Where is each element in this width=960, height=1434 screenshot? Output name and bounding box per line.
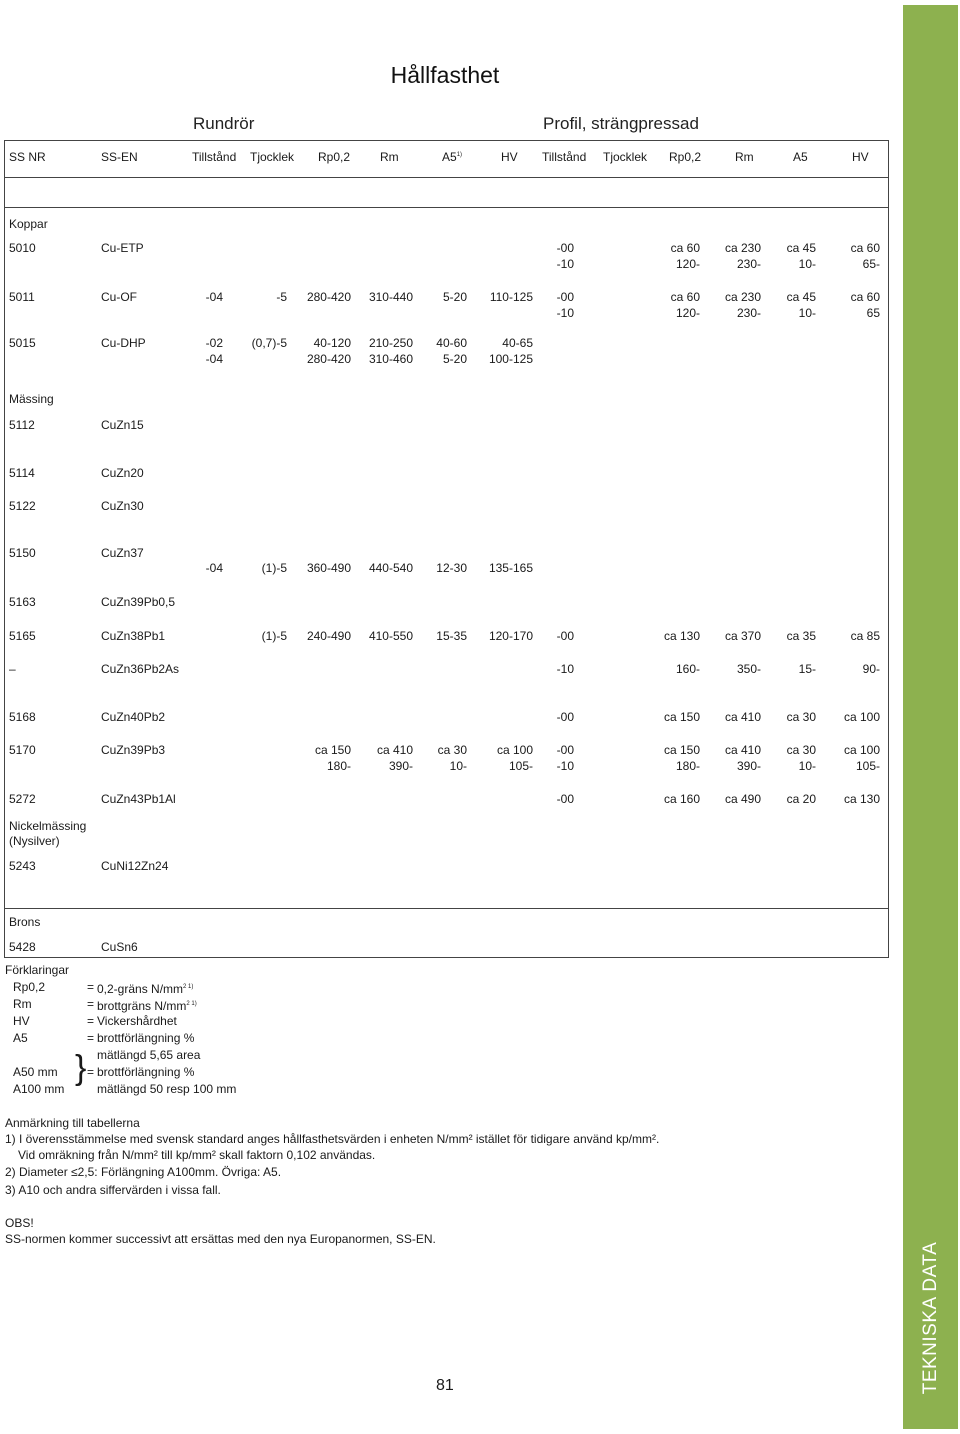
table-cell-c8: -00 [556, 629, 574, 643]
header-hv-2: HV [852, 150, 869, 164]
table-cell-ss: 5011 [9, 290, 35, 304]
table-cell-c6: 410-550 [368, 629, 413, 643]
table-cell-c11: 160- [675, 662, 700, 676]
table-cell-c8: -00 -10 [556, 743, 574, 773]
table-cell-c8: -00 [556, 792, 574, 806]
table-cell-c4: (1)-5 [261, 629, 287, 643]
table-cell-c11: ca 150 180- [663, 743, 700, 773]
section-massing: Mässing [9, 392, 54, 406]
legend-definition: brottförlängning % [97, 1065, 195, 1079]
header-a5: A5$^{1)}$ [442, 150, 463, 164]
table-cell-c5: ca 150 180- [314, 743, 351, 773]
table-cell-en: CuZn37 [101, 546, 144, 560]
table-cell-c13: ca 20 [786, 792, 816, 806]
remark-1-cont: Vid omräkning från N/mm² till kp/mm² skall faktorn 0,102 användas. [18, 1148, 376, 1162]
legend-term: Rm [13, 997, 32, 1011]
table-cell-ss: 5165 [9, 629, 36, 643]
table-cell-ss: 5114 [9, 466, 35, 480]
table-cell-c4: -5 [276, 290, 287, 304]
table-cell-en: CuZn30 [101, 499, 144, 513]
legend-term: A50 mm [13, 1065, 58, 1079]
legend-superscript: 2 1) [183, 984, 194, 990]
legend-term: Rp0,2 [13, 980, 46, 994]
table-cell-c11: ca 60 120- [670, 241, 700, 271]
header-a5-footnote: 1) [456, 152, 463, 158]
table-cell-c7b: ca 100 105- [496, 743, 533, 773]
table-cell-c12: 350- [736, 662, 761, 676]
table-cell-c13: ca 35 [786, 629, 816, 643]
table-cell-c7: ca 30 10- [437, 743, 467, 773]
table-cell-c3: -02 -04 [205, 336, 223, 366]
table-cell-c4: (1)-5 [261, 561, 287, 575]
table-cell-c12: ca 370 [724, 629, 761, 643]
header-a5-2: A5 [793, 150, 808, 164]
header-tillstand-2: Tillstånd [542, 150, 587, 164]
table-cell-ss: – [9, 662, 16, 676]
header-ss-nr: SS NR [9, 150, 46, 164]
page-number: 81 [436, 1377, 454, 1394]
table-cell-c13: ca 30 [786, 710, 816, 724]
table-cell-c8: -00 [556, 710, 574, 724]
header-tjocklek-2: Tjocklek [603, 150, 648, 164]
legend-definition: mätlängd 50 resp 100 mm [97, 1082, 237, 1096]
table-cell-c8: -10 [556, 662, 574, 676]
table-cell-c14: ca 100 105- [843, 743, 880, 773]
legend-heading: Förklaringar [5, 963, 70, 977]
legend-equals: = [87, 1065, 95, 1079]
table-cell-c5: 40-120 280-420 [306, 336, 351, 366]
remark-2: 2) Diameter ≤2,5: Förlängning A100mm. Övriga: A5. [5, 1165, 282, 1179]
table-cell-c7b: 40-65 100-125 [488, 336, 533, 366]
table-cell-c13: ca 45 10- [786, 290, 816, 320]
table-cell-ss: 5112 [9, 418, 35, 432]
table-cell-c13: ca 30 10- [786, 743, 816, 773]
table-cell-c14: ca 100 [843, 710, 880, 724]
table-cell-en: CuZn38Pb1 [101, 629, 166, 643]
table-cell-c11: ca 160 [663, 792, 700, 806]
table-cell-c7: 5-20 [442, 290, 467, 304]
header-divider [4, 177, 889, 178]
table-cell-c6: 440-540 [368, 561, 413, 575]
header-ss-en: SS-EN [101, 150, 138, 164]
header-rm: Rm [380, 150, 399, 164]
remarks-heading: Anmärkning till tabellerna [5, 1116, 140, 1130]
table-cell-c14: ca 60 65 [850, 290, 880, 320]
table-cell-ss: 5015 [9, 336, 36, 350]
table-cell-ss: 5150 [9, 546, 36, 560]
header-rp02-2: Rp0,2 [669, 150, 702, 164]
section-nysilver: (Nysilver) [9, 834, 60, 848]
table-cell-ss: 5272 [9, 792, 36, 806]
section-brons: Brons [9, 915, 41, 929]
legend-equals: = [87, 980, 95, 994]
side-tab-label: TEKNISKA DATA [920, 1241, 941, 1395]
table-cell-en: CuZn36Pb2As [101, 662, 180, 676]
table-cell-ss: 5010 [9, 241, 36, 255]
table-cell-c7: 15-35 [436, 629, 467, 643]
table-cell-c8: -00 -10 [556, 241, 574, 271]
legend-superscript: 2 1) [186, 1001, 197, 1007]
obs-text: SS-normen kommer successivt att ersättas med den nya Europanormen, SS-EN. [5, 1232, 436, 1246]
table-cell-c4: (0,7)-5 [251, 336, 287, 350]
table-cell-c3: -04 [205, 290, 223, 304]
header-hv: HV [501, 150, 518, 164]
header-rm-2: Rm [735, 150, 754, 164]
legend-term: A5 [13, 1031, 28, 1045]
table-cell-c14: ca 60 65- [850, 241, 880, 271]
legend-definition: 0,2-gräns $N/mm^{2 1)}$ [97, 982, 194, 996]
header-tillstand: Tillstånd [192, 150, 237, 164]
obs-label: OBS! [5, 1216, 34, 1230]
table-cell-en: CuZn15 [101, 418, 144, 432]
table-cell-c6: 210-250 310-460 [368, 336, 413, 366]
legend-brace: } [75, 1049, 87, 1087]
table-cell-en: Cu-DHP [101, 336, 146, 350]
brons-divider [4, 908, 889, 909]
legend-term: A100 mm [13, 1082, 65, 1096]
legend-term: HV [13, 1014, 30, 1028]
table-cell-en: CuZn20 [101, 466, 144, 480]
table-cell-c14: ca 130 [843, 792, 880, 806]
table-cell-c6: ca 410 390- [376, 743, 413, 773]
table-cell-c11: ca 60 120- [670, 290, 700, 320]
table-cell-en: CuZn40Pb2 [101, 710, 166, 724]
legend-equals: = [87, 1031, 95, 1045]
subtitle-rundror: Rundrör [193, 114, 255, 133]
legend-definition: Vickershårdhet [97, 1014, 177, 1028]
table-cell-ss: 5170 [9, 743, 36, 757]
table-cell-c5: 240-490 [306, 629, 351, 643]
table-cell-c12: ca 230 230- [724, 290, 761, 320]
table-cell-c7b: 110-125 [489, 290, 533, 304]
remark-3: 3) A10 och andra siffervärden i vissa fall. [5, 1183, 221, 1197]
remark-1: 1) I överensstämmelse med svensk standard anges hållfasthetsvärden i enheten N/mm² istället för tidigare använd kp/mm². [5, 1132, 660, 1146]
table-cell-c5: 360-490 [306, 561, 351, 575]
table-cell-c7b: 135-165 [488, 561, 533, 575]
table-cell-en: CuSn6 [101, 940, 138, 954]
table-cell-ss: 5122 [9, 499, 36, 513]
table-cell-c13: 15- [798, 662, 816, 676]
table-cell-en: CuZn43Pb1Al [101, 792, 176, 806]
table-cell-ss: 5163 [9, 595, 36, 609]
table-cell-c11: ca 150 [663, 710, 700, 724]
side-tab [903, 5, 958, 1429]
table-cell-c14: 90- [862, 662, 880, 676]
table-cell-ss: 5243 [9, 859, 36, 873]
table-cell-c7: 12-30 [436, 561, 467, 575]
table-cell-c7b: 120-170 [488, 629, 533, 643]
table-cell-c5: 280-420 [306, 290, 351, 304]
legend-definition: brottgräns $N/mm^{2 1)}$ [97, 999, 197, 1013]
header-divider-2 [4, 207, 889, 208]
table-cell-c14: ca 85 [850, 629, 880, 643]
table-cell-c12: ca 490 [724, 792, 761, 806]
table-cell-en: Cu-ETP [101, 241, 144, 255]
table-cell-en: CuZn39Pb3 [101, 743, 166, 757]
table-cell-c12: ca 410 390- [724, 743, 761, 773]
page-title: Hållfasthet [390, 62, 500, 88]
table-cell-c13: ca 45 10- [786, 241, 816, 271]
legend-equals: = [87, 1014, 95, 1028]
table-cell-ss: 5428 [9, 940, 36, 954]
subtitle-profil: Profil, strängpressad [543, 114, 699, 133]
table-cell-c12: ca 230 230- [724, 241, 761, 271]
table-cell-en: Cu-OF [101, 290, 137, 304]
table-cell-c8: -00 -10 [556, 290, 574, 320]
table-cell-en: CuNi12Zn24 [101, 859, 169, 873]
table-cell-en: CuZn39Pb0,5 [101, 595, 176, 609]
header-rp02: Rp0,2 [318, 150, 351, 164]
legend-definition: mätlängd 5,65 area [97, 1048, 201, 1062]
table-cell-c6: 310-440 [368, 290, 413, 304]
legend-equals: = [87, 997, 95, 1011]
legend-definition: brottförlängning % [97, 1031, 195, 1045]
header-tjocklek: Tjocklek [250, 150, 295, 164]
table-cell-c12: ca 410 [724, 710, 761, 724]
table-cell-c7: 40-60 5-20 [436, 336, 467, 366]
table-cell-c11: ca 130 [663, 629, 700, 643]
section-nickelmassing: Nickelmässing [9, 819, 87, 833]
table-cell-c3: -04 [205, 561, 223, 575]
table-cell-ss: 5168 [9, 710, 36, 724]
section-koppar: Koppar [9, 217, 48, 231]
